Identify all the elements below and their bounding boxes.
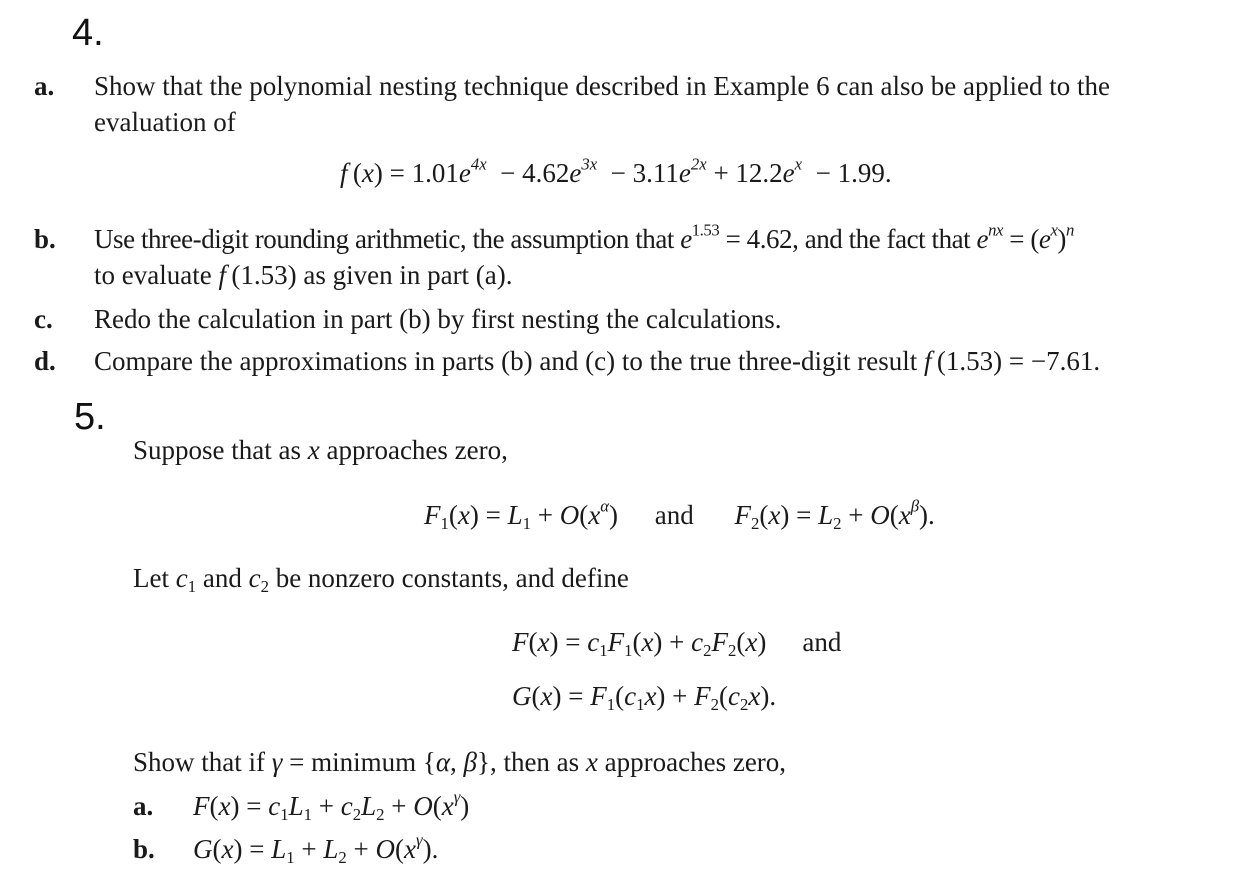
- part-b-line-2: to evaluate f (1.53) as given in part (a).: [94, 260, 513, 290]
- sub-part-a-equation: $F(x) = c_1L_1 + c_2L_2 + O(x^\gamma)$: [193, 787, 470, 825]
- show-statement: Show that if γ = minimum {α, β}, then as x approaches zero,: [133, 747, 787, 777]
- part-b-label: b.: [34, 224, 56, 254]
- asymptotic-equations: $F_1(x) = L_1 + O(x^\alpha)$ and $F_2(x) = L_2 + O(x^\beta)$.: [424, 496, 935, 534]
- problem-5-intro: Suppose that as x approaches zero,: [133, 435, 508, 465]
- polynomial-equation: f $(x) = 1.01e^{4x} - 4.62e^{3x} - 3.11e^{2x} + 12.2e^x - 1.99$.: [340, 154, 892, 188]
- define-constants-text: Let $c_1$ and $c_2$ be nonzero constants, and define: [133, 563, 629, 597]
- sub-part-b-equation: $G(x) = L_1 + L_2 + O(x^\gamma)$.: [193, 830, 439, 868]
- problem-4-number: 4.: [72, 12, 104, 54]
- sub-part-a-label: a.: [133, 791, 154, 821]
- part-a-line-2: evaluation of: [94, 107, 236, 137]
- part-d-text: Compare the approximations in parts (b) and (c) to the true three-digit result f (1.53) = −7.61.: [94, 346, 1101, 376]
- G-definition: $G(x) = F_1(c_1x) + F_2(c_2x)$.: [512, 681, 777, 715]
- F-definition: $F(x) = c_1F_1(x) + c_2F_2(x)$ and: [512, 627, 842, 661]
- sub-part-b-label: b.: [133, 834, 155, 864]
- part-c-label: c.: [34, 304, 53, 334]
- part-a-line-1: Show that the polynomial nesting technique described in Example 6 can also be applied to the: [94, 71, 1110, 101]
- part-c-text: Redo the calculation in part (b) by first nesting the calculations.: [94, 304, 782, 334]
- problem-5-number: 5.: [74, 396, 106, 438]
- part-a-label: a.: [34, 71, 55, 101]
- part-b-line-1: Use three-digit rounding arithmetic, the assumption that $e^{1.53} = 4.62$, and the fact that $e^{nx} = (e^x)^n$: [94, 220, 1074, 254]
- part-d-label: d.: [34, 346, 56, 376]
